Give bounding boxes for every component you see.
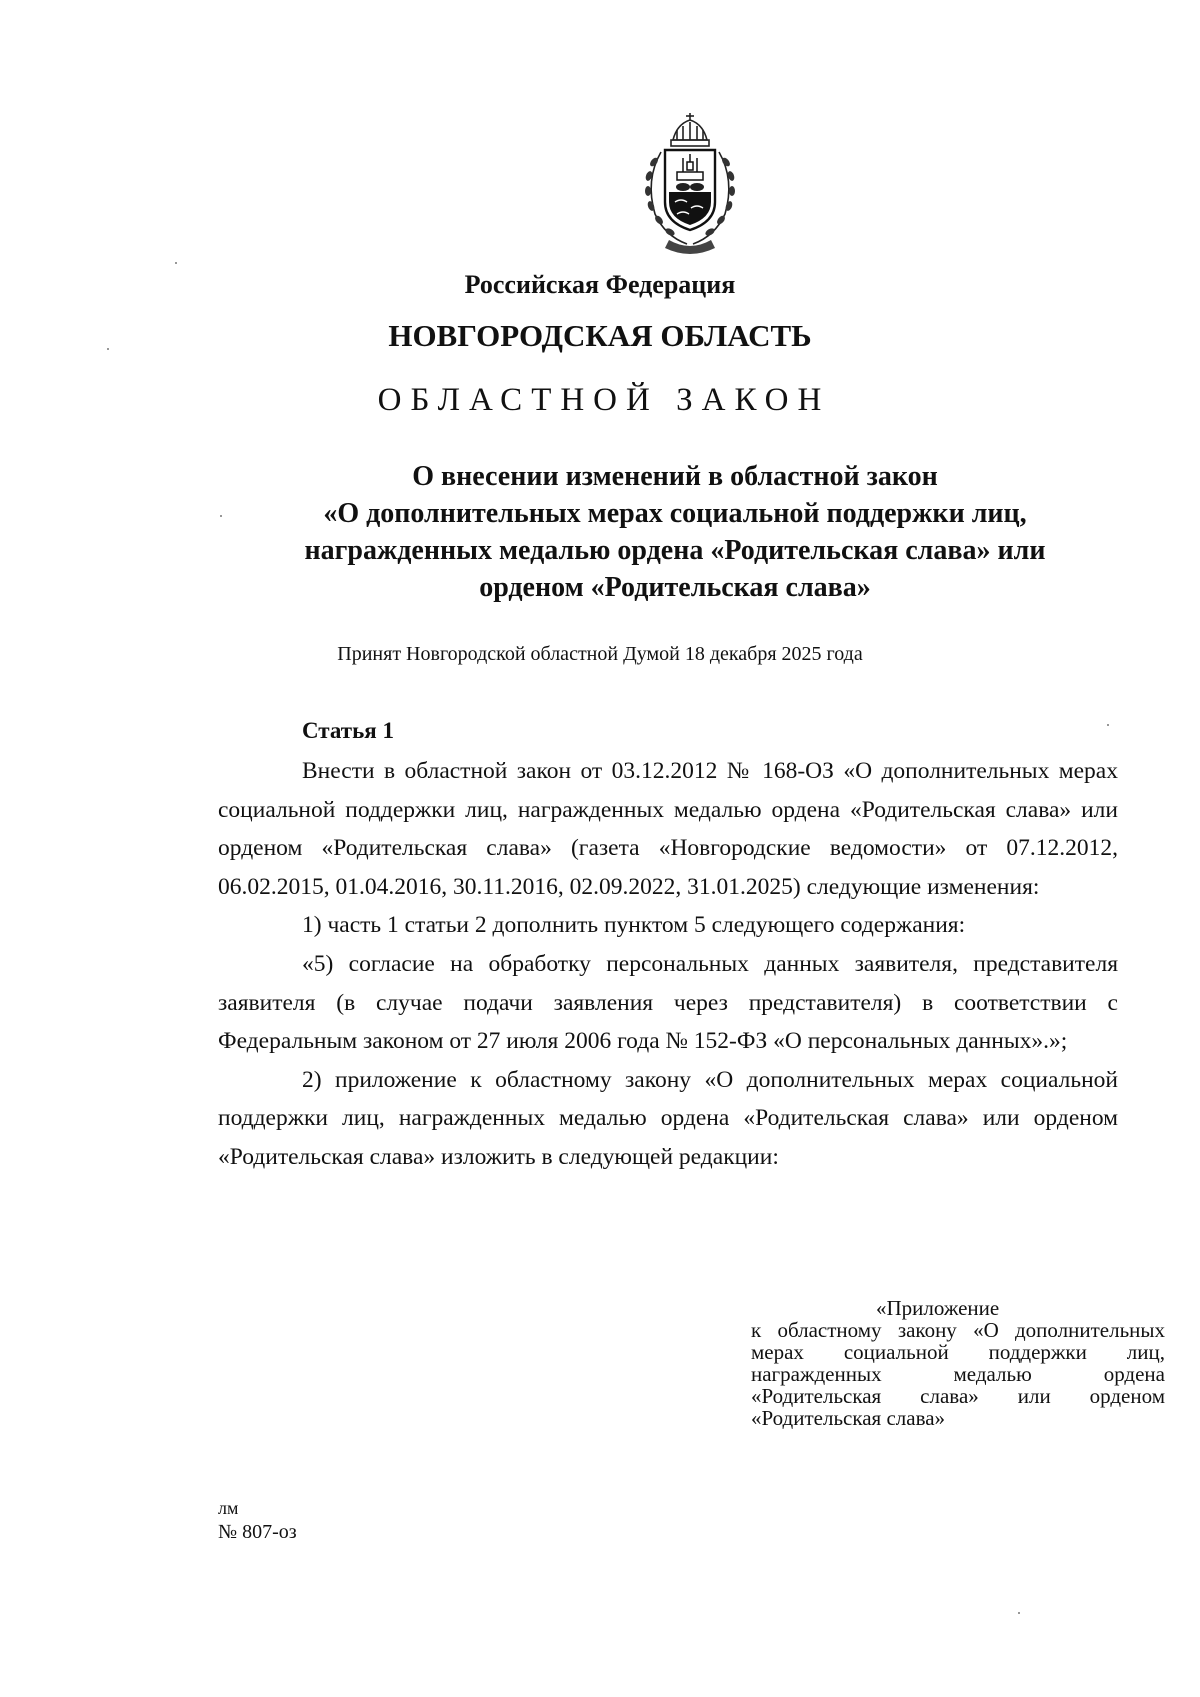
country-heading: Российская Федерация bbox=[464, 270, 736, 299]
appendix-text: к областному закону «О дополнительных мерах социальной поддержки лиц, награжденных медалью ордена «Родительская слава» или орденом «Родительская слава» bbox=[751, 1318, 1165, 1430]
document-type-heading: ОБЛАСТНОЙ ЗАКОН bbox=[377, 382, 831, 418]
article-paragraph: Внести в областной закон от 03.12.2012 № 168-ОЗ «О дополнительных мерах социальной поддержки лиц, награжденных медалью ордена «Родительская слава» или орденом «Родительская слава» (газета «Новгородские ведомости» от 07.12.2012, 06.02.2015, 01.04.2016, 30.11.2016, 02.09.2022, 31.01.2025) следующие изменения: bbox=[218, 758, 1118, 900]
law-title-line: награжденных медалью ордена «Родительская слава» или bbox=[304, 535, 1046, 566]
scan-speck bbox=[1107, 724, 1109, 726]
region-heading: НОВГОРОДСКАЯ ОБЛАСТЬ bbox=[388, 318, 812, 353]
law-title bbox=[230, 458, 1120, 606]
footer-code: лм bbox=[218, 1498, 239, 1518]
scan-speck bbox=[175, 262, 177, 264]
article-body bbox=[218, 752, 1118, 1177]
article-paragraph: 1) часть 1 статьи 2 дополнить пунктом 5 следующего содержания: bbox=[302, 912, 966, 939]
scan-speck bbox=[107, 348, 109, 350]
law-title-line: О внесении изменений в областной закон bbox=[412, 461, 938, 492]
article-paragraph: «5) согласие на обработку персональных данных заявителя, представителя заявителя (в случае подачи заявления через представителя) в соответствии с Федеральным законом от 27 июля 2006 года № 152-ФЗ «О персональных данных».»; bbox=[218, 950, 1118, 1055]
adoption-note: Принят Новгородской областной Думой 18 декабря 2025 года bbox=[337, 643, 863, 665]
scan-speck bbox=[1018, 1612, 1020, 1614]
appendix-caption bbox=[751, 1297, 1165, 1429]
law-number: № 807-оз bbox=[218, 1521, 297, 1543]
article-heading: Статья 1 bbox=[302, 718, 394, 743]
scan-speck bbox=[220, 515, 222, 517]
coat-of-arms-icon bbox=[625, 110, 755, 260]
appendix-heading: «Приложение bbox=[876, 1296, 1000, 1320]
article-paragraph: 2) приложение к областному закону «О дополнительных мерах социальной поддержки лиц, награжденных медалью ордена «Родительская слава» или орденом «Родительская слава» изложить в следующей редакции: bbox=[218, 1066, 1118, 1170]
law-title-line: орденом «Родительская слава» bbox=[479, 572, 871, 603]
law-title-line: «О дополнительных мерах социальной поддержки лиц, bbox=[323, 498, 1027, 529]
